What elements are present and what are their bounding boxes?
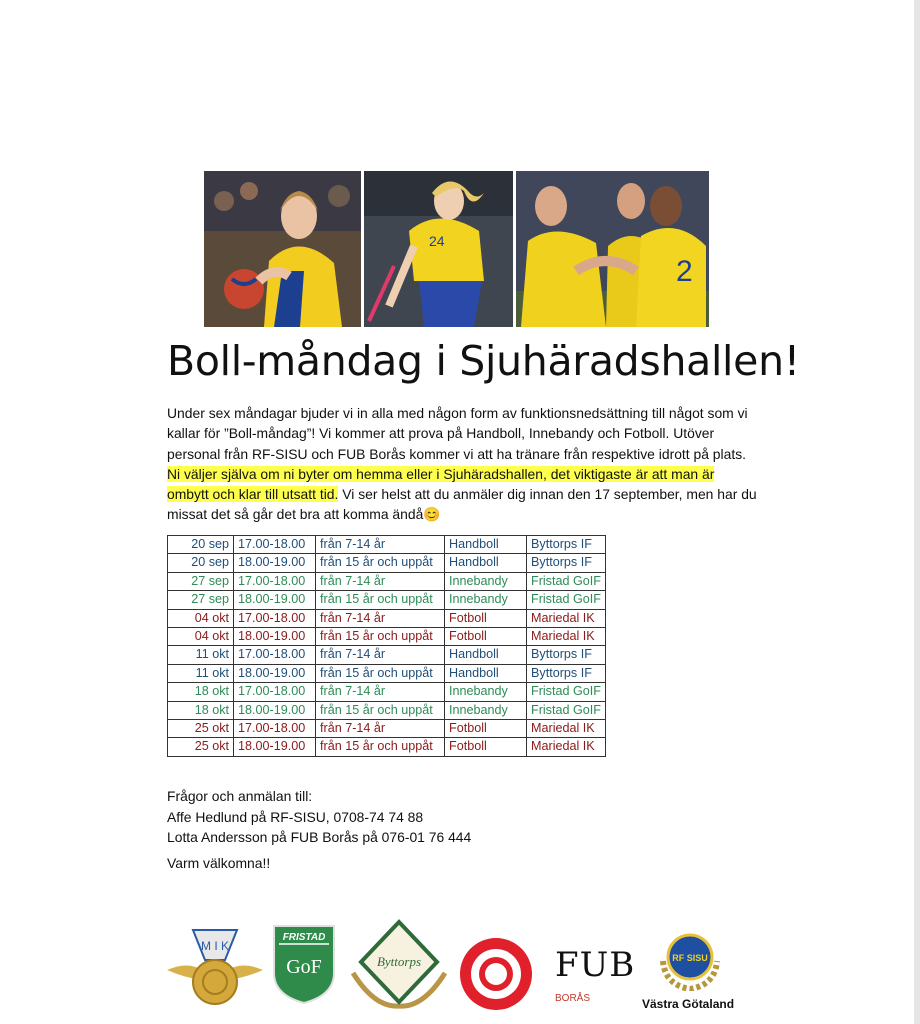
cell-time: 17.00-18.00 bbox=[234, 536, 316, 554]
page-title: Boll-måndag i Sjuhäradshallen! bbox=[167, 337, 800, 385]
cell-sport: Innebandy bbox=[445, 591, 527, 609]
cell-age: från 15 år och uppåt bbox=[316, 628, 445, 646]
cell-date: 18 okt bbox=[168, 701, 234, 719]
floorball-player-photo bbox=[364, 171, 513, 327]
rf-label: RF SISU bbox=[672, 953, 708, 963]
cell-time: 17.00-18.00 bbox=[234, 720, 316, 738]
cell-date: 04 okt bbox=[168, 609, 234, 627]
table-row bbox=[168, 609, 606, 627]
cell-time: 17.00-18.00 bbox=[234, 646, 316, 664]
cell-age: från 7-14 år bbox=[316, 572, 445, 590]
cell-date: 20 sep bbox=[168, 536, 234, 554]
byttorps-label: Byttorps bbox=[376, 954, 422, 969]
intro-text: Under sex måndagar bjuder vi in alla med någon form av funktionsnedsättning till något som vi kallar för ”Boll-måndag”! Vi kommer att prova på Handboll, Innebandy och Fotboll. Utöver personal från RF-SISU och FUB Borås kommer vi att ha tränare från respektive idrott på plats. bbox=[167, 405, 748, 462]
cell-date: 25 okt bbox=[168, 738, 234, 756]
football-players-photo bbox=[516, 171, 709, 327]
cell-age: från 7-14 år bbox=[316, 609, 445, 627]
cell-age: från 15 år och uppåt bbox=[316, 591, 445, 609]
mik-letters: M I K bbox=[200, 939, 230, 953]
cell-time: 18.00-19.00 bbox=[234, 738, 316, 756]
red-ring-logo bbox=[457, 935, 535, 1018]
contact-heading: Frågor och anmälan till: bbox=[167, 788, 313, 804]
cell-club: Mariedal IK bbox=[527, 628, 606, 646]
cell-sport: Handboll bbox=[445, 536, 527, 554]
cell-date: 04 okt bbox=[168, 628, 234, 646]
cell-date: 18 okt bbox=[168, 683, 234, 701]
cell-club: Byttorps IF bbox=[527, 554, 606, 572]
cell-club: Byttorps IF bbox=[527, 536, 606, 554]
cell-club: Mariedal IK bbox=[527, 738, 606, 756]
cell-sport: Fotboll bbox=[445, 609, 527, 627]
fub-logo: FUB bbox=[555, 945, 636, 985]
table-row bbox=[168, 701, 606, 719]
cell-age: från 15 år och uppåt bbox=[316, 554, 445, 572]
page-edge bbox=[914, 0, 920, 1024]
byttorps-logo bbox=[345, 918, 453, 1018]
cell-age: från 7-14 år bbox=[316, 646, 445, 664]
cell-time: 17.00-18.00 bbox=[234, 683, 316, 701]
cell-time: 17.00-18.00 bbox=[234, 572, 316, 590]
mariedal-logo bbox=[165, 920, 265, 1017]
svg-text:2: 2 bbox=[676, 255, 693, 288]
fristad-logo bbox=[271, 923, 337, 1010]
table-row bbox=[168, 591, 606, 609]
intro-text-end: Vi ser helst att du anmäler dig innan den 17 september, men har du missat det så går det bra att komma ändå😊 bbox=[167, 486, 757, 523]
cell-sport: Handboll bbox=[445, 554, 527, 572]
cell-sport: Fotboll bbox=[445, 628, 527, 646]
table-row bbox=[168, 646, 606, 664]
cell-club: Fristad GoIF bbox=[527, 701, 606, 719]
photo-strip bbox=[204, 171, 709, 327]
cell-club: Byttorps IF bbox=[527, 646, 606, 664]
cell-date: 11 okt bbox=[168, 664, 234, 682]
contact-line: Lotta Andersson på FUB Borås på 076-01 76 444 bbox=[167, 829, 472, 845]
cell-sport: Fotboll bbox=[445, 720, 527, 738]
table-row bbox=[168, 683, 606, 701]
cell-club: Fristad GoIF bbox=[527, 591, 606, 609]
welcome-text: Varm välkomna!! bbox=[167, 855, 271, 871]
sponsor-logos bbox=[165, 915, 755, 1015]
cell-sport: Innebandy bbox=[445, 572, 527, 590]
cell-sport: Handboll bbox=[445, 646, 527, 664]
contact-block bbox=[167, 786, 471, 848]
cell-date: 27 sep bbox=[168, 591, 234, 609]
handball-player-photo bbox=[204, 171, 361, 327]
table-row bbox=[168, 664, 606, 682]
cell-sport: Handboll bbox=[445, 664, 527, 682]
cell-age: från 7-14 år bbox=[316, 536, 445, 554]
cell-age: från 15 år och uppåt bbox=[316, 664, 445, 682]
table-row bbox=[168, 720, 606, 738]
cell-date: 20 sep bbox=[168, 554, 234, 572]
cell-club: Byttorps IF bbox=[527, 664, 606, 682]
cell-age: från 7-14 år bbox=[316, 683, 445, 701]
cell-time: 17.00-18.00 bbox=[234, 609, 316, 627]
cell-time: 18.00-19.00 bbox=[234, 664, 316, 682]
cell-sport: Fotboll bbox=[445, 738, 527, 756]
cell-time: 18.00-19.00 bbox=[234, 554, 316, 572]
contact-line: Affe Hedlund på RF-SISU, 0708-74 74 88 bbox=[167, 808, 424, 825]
cell-date: 27 sep bbox=[168, 572, 234, 590]
cell-age: från 7-14 år bbox=[316, 720, 445, 738]
cell-age: från 15 år och uppåt bbox=[316, 701, 445, 719]
cell-age: från 15 år och uppåt bbox=[316, 738, 445, 756]
table-row bbox=[168, 628, 606, 646]
cell-club: Fristad GoIF bbox=[527, 572, 606, 590]
cell-sport: Innebandy bbox=[445, 701, 527, 719]
fub-sub: BORÅS bbox=[555, 993, 591, 1004]
cell-club: Mariedal IK bbox=[527, 609, 606, 627]
table-row bbox=[168, 536, 606, 554]
table-row bbox=[168, 738, 606, 756]
cell-time: 18.00-19.00 bbox=[234, 701, 316, 719]
cell-time: 18.00-19.00 bbox=[234, 591, 316, 609]
schedule-table bbox=[167, 535, 606, 757]
cell-date: 25 okt bbox=[168, 720, 234, 738]
rf-sisu-logo bbox=[657, 927, 723, 996]
fristad-letters: GoF bbox=[286, 956, 322, 978]
cell-time: 18.00-19.00 bbox=[234, 628, 316, 646]
table-row bbox=[168, 554, 606, 572]
cell-date: 11 okt bbox=[168, 646, 234, 664]
fristad-label: FRISTAD bbox=[282, 932, 326, 943]
intro-highlight: Ni väljer själva om ni byter om hemma eller i Sjuhäradshallen, det viktigaste är att man är ombytt och klar till utsatt tid. bbox=[167, 465, 715, 503]
cell-club: Fristad GoIF bbox=[527, 683, 606, 701]
table-row bbox=[168, 572, 606, 590]
cell-club: Mariedal IK bbox=[527, 720, 606, 738]
svg-text:24: 24 bbox=[429, 233, 445, 249]
intro-paragraph bbox=[167, 403, 757, 525]
vastra-gotaland-label: Västra Götaland bbox=[642, 997, 735, 1011]
cell-sport: Innebandy bbox=[445, 683, 527, 701]
